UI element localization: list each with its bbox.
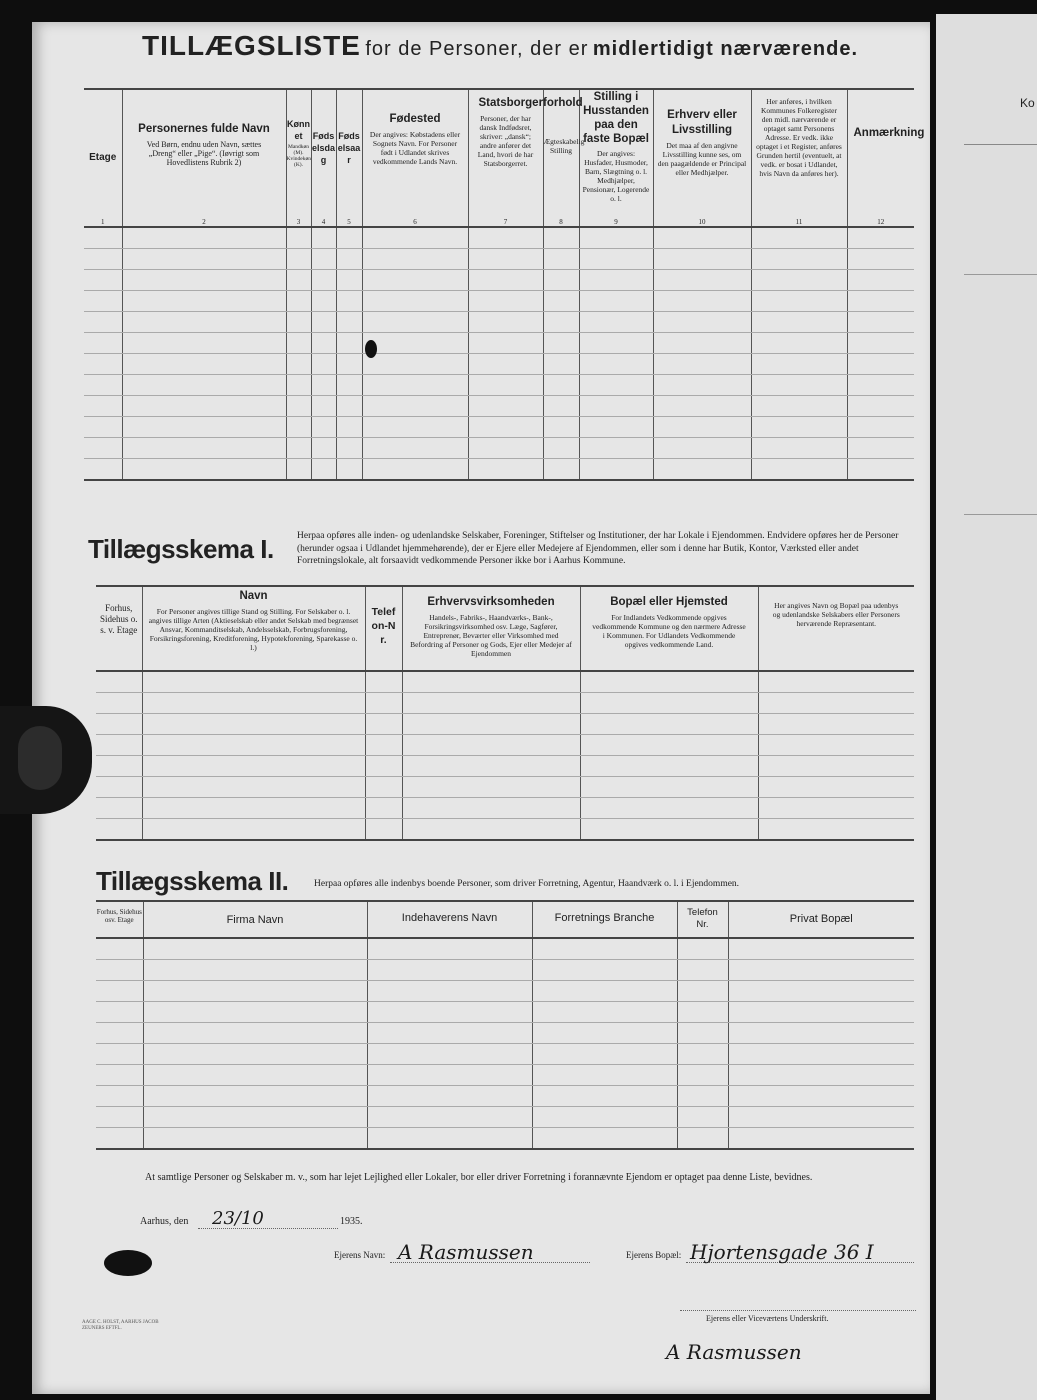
col-birthplace: Fødested Der angives: Købstadens eller Sognets Navn. For Personer født i Udlandet skrives vedkommende Lands Navn. 6 xyxy=(362,89,468,227)
s1-col-phone: Telefon-Nr. xyxy=(365,586,402,671)
schedule-1-row xyxy=(96,777,914,798)
schedule-2-row xyxy=(96,1107,914,1128)
s2-col-private-address: Privat Bopæl xyxy=(728,901,914,938)
supplement-list-table xyxy=(84,88,925,481)
year-label: 1935. xyxy=(340,1216,363,1227)
schedule-2-row xyxy=(96,1065,914,1086)
schedule-2-description: Herpaa opføres alle indenbys boende Personer, som driver Forretning, Agentur, Haandværk o. l. i Ejendommen. xyxy=(314,879,740,889)
handwritten-signature: A Rasmussen xyxy=(666,1340,802,1364)
title-rest: for de Personer, der er xyxy=(365,38,589,60)
list-row xyxy=(84,249,914,270)
list-row xyxy=(84,459,914,481)
col-occupation: Erhverv eller Livsstilling Det maa af den angivne Livsstilling kunne ses, om den paagældende er Principal eller Medhjælper. 10 xyxy=(653,89,751,227)
s2-col-branch: Forretnings Branche xyxy=(532,901,677,938)
list-row xyxy=(84,375,914,396)
list-row xyxy=(84,354,914,375)
list-header-row xyxy=(84,89,914,227)
owner-address-label: Ejerens Bopæl: xyxy=(626,1250,682,1260)
schedule-1-row xyxy=(96,819,914,841)
col-birthday: Fødselsdag 4 xyxy=(311,89,336,227)
s2-col-owner: Indehaverens Navn xyxy=(367,901,532,938)
col-name: Personernes fulde Navn Ved Børn, endnu uden Navn, sættes „Dreng“ eller „Pige“. (Iøvrigt som Hovedlistens Rubrik 2) 2 xyxy=(122,89,286,227)
schedule-2-row xyxy=(96,1128,914,1150)
form-title xyxy=(100,30,900,62)
schedule-1-row xyxy=(96,756,914,777)
list-row xyxy=(84,396,914,417)
schedule-1-description: Herpaa opføres alle inden- og udenlandske Selskaber, Foreninger, Stiftelser og Institutioner, der har Lokale i Ejendommen. Endvidere opføres her de Personer (herunder ogsaa i Udlandet hjemmehørende), der er Ejere eller Medejere af Ejendommen, eller som i denne har Butik, Kontor, Værksted eller andet Forretningslokale, alt forsaavidt vedkommende Personer ikke bor i Aarhus Kommune. xyxy=(297,531,899,566)
col-address: Her anføres, i hvilken Kommunes Folkeregister den midl. nærværende er optaget samt Personens Adresse. Er vedk. ikke optaget i et Register, anføres Grunden hertil (eventuelt, at vedk. er bosat i Udlandet, hvis Navn da anføres her). 11 xyxy=(751,89,847,227)
s2-col-phone: Telefon Nr. xyxy=(677,901,728,938)
list-row xyxy=(84,312,914,333)
ink-blot xyxy=(365,340,377,358)
s1-col-name: Navn For Personer angives tillige Stand og Stilling. For Selskaber o. l. angives tillige Arten (Aktieselskab eller andet Selskab med begrænset Ansvar, Kommanditselskab, Andelsselskab, Forbrugsforening, Forsikringsforening, Kreditforening, Hypotekforening, Sparekasse o. l.) xyxy=(142,586,365,671)
title-main: TILLÆGSLISTE xyxy=(141,30,361,61)
next-page-edge xyxy=(936,14,1037,1400)
handwritten-owner-name: A Rasmussen xyxy=(398,1240,534,1264)
city-date-label: Aarhus, den xyxy=(140,1216,189,1227)
schedule-1-header-row xyxy=(96,586,914,671)
list-row xyxy=(84,417,914,438)
col-household: Stilling i Husstanden paa den faste Bopæl Der angives: Husfader, Husmoder, Barn, Slægtning o. l. Medhjælper, Pensionær, Logerende o. l. 9 xyxy=(579,89,653,227)
printer-imprint: AAGE C. HOLST, AARHUS JACOB ZEUNERS EFTFL. xyxy=(82,1320,159,1331)
schedule-2-title: Tillægsskema II. xyxy=(96,866,289,896)
signature-label: Ejerens eller Viceværtens Underskrift. xyxy=(706,1314,829,1323)
declaration-text: At samtlige Personer og Selskaber m. v., som har lejet Lejlighed eller Lokaler, bor eller driver Forretning i forannævnte Ejendom er optaget paa denne Liste, bevidnes. xyxy=(145,1172,813,1183)
ink-smudge xyxy=(104,1250,152,1276)
s1-col-business: Erhvervsvirksomheden Handels-, Fabriks-, Haandværks-, Bank-, Forsikringsvirksomhed osv. Læge, Sagfører, Entreprenør, Beværter eller Virksomhed med Befordring af Personer og Gods, Ejer eller Medejer af Ejendommen xyxy=(402,586,580,671)
schedule-2-row xyxy=(96,1023,914,1044)
col-etage: Etage 1 xyxy=(84,89,122,227)
col-marital: Ægteskabelig Stilling 8 xyxy=(543,89,579,227)
s2-col-etage: Forhus, Sidehus osv. Etage xyxy=(96,901,143,938)
title-emphasis: midlertidigt nærværende. xyxy=(592,38,859,60)
schedule-2-row xyxy=(96,938,914,960)
schedule-1-row xyxy=(96,671,914,693)
s1-col-residence: Bopæl eller Hjemsted For Indlandets Vedkommende opgives vedkommende Kommune og den nærmere Adresse i Kommunen. For Udlandets Vedkommende opgives vedkommende Land. xyxy=(580,586,758,671)
handwritten-owner-address: Hjortensgade 36 I xyxy=(690,1240,874,1264)
schedule-2-row xyxy=(96,981,914,1002)
col-citizenship: Statsborgerforhold Personer, der har dansk Indfødsret, skriver: „dansk“; andre anfører det Land, hvori de har Statsborgerret. 7 xyxy=(468,89,543,227)
schedule-1-row xyxy=(96,693,914,714)
schedule-1-table xyxy=(96,585,914,841)
owner-name-label: Ejerens Navn: xyxy=(334,1250,386,1260)
s2-col-firm: Firma Navn xyxy=(143,901,367,938)
schedule-1-title: Tillægsskema I. xyxy=(88,534,274,564)
list-row xyxy=(84,227,914,249)
schedule-2-row xyxy=(96,960,914,981)
schedule-2-table xyxy=(96,900,914,1150)
schedule-1-row xyxy=(96,798,914,819)
schedule-2-row xyxy=(96,1002,914,1023)
list-row xyxy=(84,438,914,459)
schedule-1-row xyxy=(96,714,914,735)
list-row xyxy=(84,270,914,291)
next-page-text-fragment: Ko xyxy=(1020,96,1035,110)
s1-col-etage: Forhus, Sidehus o. s. v. Etage xyxy=(96,586,142,671)
col-remark: Anmærkning 12 xyxy=(847,89,914,227)
list-row xyxy=(84,291,914,312)
handwritten-date: 23/10 xyxy=(212,1208,264,1229)
col-gender: Kønnet Mandkøn (M). Kvindekøn (K). 3 xyxy=(286,89,311,227)
schedule-2-row xyxy=(96,1044,914,1065)
list-row xyxy=(84,333,914,354)
schedule-1-row xyxy=(96,735,914,756)
schedule-2-row xyxy=(96,1086,914,1107)
col-birthyear: Fødselsaar 5 xyxy=(336,89,362,227)
s1-col-representative: Her angives Navn og Bopæl paa udenbys og udenlandske Selskabers eller Personers herværende Repræsentant. xyxy=(758,586,914,671)
schedule-2-header-row xyxy=(96,901,914,938)
